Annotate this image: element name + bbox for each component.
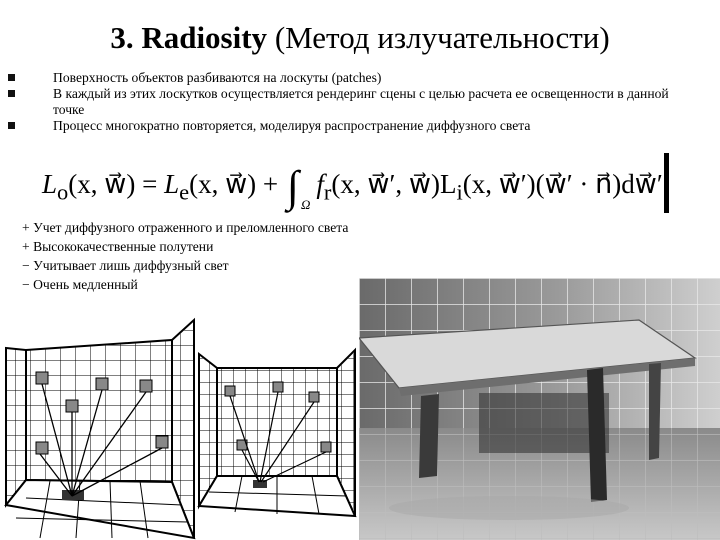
title-number: 3. bbox=[110, 20, 134, 55]
slide-title bbox=[0, 18, 720, 58]
pros-cons-item: + Высококачественные полутени bbox=[22, 239, 214, 254]
pros-cons-list bbox=[22, 218, 348, 294]
patch-gathering-illustration bbox=[197, 346, 357, 536]
square-bullet-icon bbox=[8, 122, 15, 129]
pros-cons-item: − Учитывает лишь диффузный свет bbox=[22, 258, 229, 273]
title-bold: Radiosity bbox=[141, 20, 268, 55]
bullet-text: Поверхность объектов разбиваются на лоскуты (patches) bbox=[53, 70, 382, 85]
pros-cons-item: + Учет диффузного отраженного и преломленного света bbox=[22, 220, 349, 235]
rendering-equation: $L_o(x$, w⃗) = $L_e(x$, w⃗) + ∫ $_\Omega f_r(x$, w⃗′, $w⃗)L_i(x$, w⃗′)(w⃗′ · n⃗)dw⃗′ bbox=[38, 158, 668, 210]
bullet-item bbox=[8, 70, 678, 86]
square-bullet-icon bbox=[8, 90, 15, 97]
square-bullet-icon bbox=[8, 74, 15, 81]
bullet-text: Процесс многократно повторяется, моделируя распространение диффузного света bbox=[53, 118, 531, 133]
title-rest: (Метод излучательности) bbox=[274, 20, 610, 55]
patch-emission-illustration bbox=[0, 300, 200, 540]
formula-edge-mark bbox=[664, 153, 669, 213]
bullet-text: В каждый из этих лоскутков осуществляется рендеринг сцены с целью расчета ее освещенности в данной точке bbox=[53, 86, 669, 117]
bullet-list bbox=[8, 70, 678, 134]
bullet-item bbox=[8, 118, 678, 134]
radiosity-render-photo bbox=[359, 278, 720, 540]
pros-cons-item: − Очень медленный bbox=[22, 277, 138, 292]
integral-sign: ∫ bbox=[286, 162, 299, 211]
bullet-item bbox=[8, 86, 678, 118]
